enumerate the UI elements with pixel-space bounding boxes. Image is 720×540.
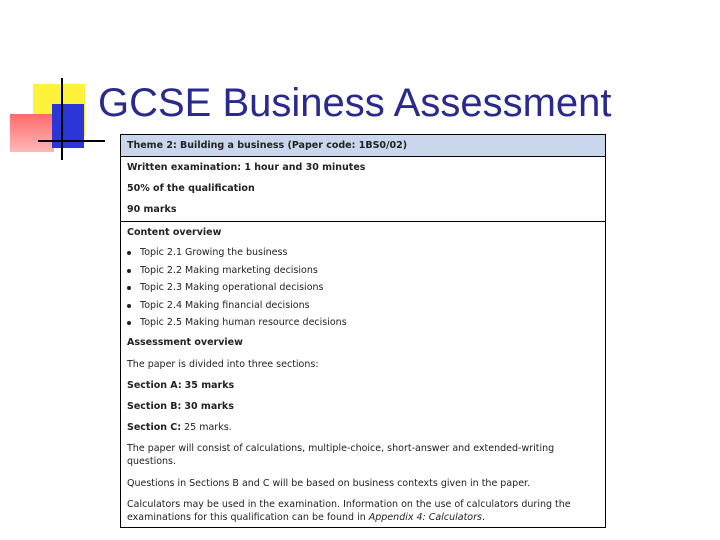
logo-horizontal-line [38,140,105,142]
total-marks: 90 marks [121,199,605,222]
list-item: Topic 2.3 Making operational decisions [127,279,605,297]
appendix-reference: Appendix 4: Calculators [368,512,482,524]
logo-vertical-line [61,78,63,160]
bullet-icon [127,269,131,273]
section-c-marks: Section C: 25 marks. [127,421,232,433]
qualification-share: 50% of the qualification [127,183,255,194]
slide-title: GCSE Business Assessment [98,81,612,125]
bullet-icon [127,304,131,308]
topic-list [121,244,605,332]
section-b-marks: Section B: 30 marks [127,400,234,412]
specification-box [120,134,606,528]
list-item: Topic 2.2 Making marketing decisions [127,262,605,280]
bullet-icon [127,286,131,290]
logo-red-square [10,114,54,152]
bullet-icon [127,321,131,325]
exam-duration: Written examination: 1 hour and 30 minutes [127,162,366,173]
list-item: Topic 2.4 Making financial decisions [127,297,605,315]
spec-header: Theme 2: Building a business (Paper code: 1BS0/02) [121,135,605,157]
content-overview-heading: Content overview [127,227,222,238]
assessment-overview-heading: Assessment overview [127,336,243,348]
bullet-icon [127,251,131,255]
sections-intro: The paper is divided into three sections: [127,358,319,370]
section-a-marks: Section A: 35 marks [127,379,235,391]
list-item: Topic 2.5 Making human resource decisions [127,314,605,332]
list-item: Topic 2.1 Growing the business [127,244,605,262]
question-types-text: The paper will consist of calculations, multiple-choice, short-answer and extended-writing questions. [127,442,555,468]
business-contexts-text: Questions in Sections B and C will be based on business contexts given in the paper. [127,477,531,489]
calculators-text: Calculators may be used in the examination. Information on the use of calculators during the examinations for this qualification can be found in Appendix 4: Calculators. [127,498,571,524]
